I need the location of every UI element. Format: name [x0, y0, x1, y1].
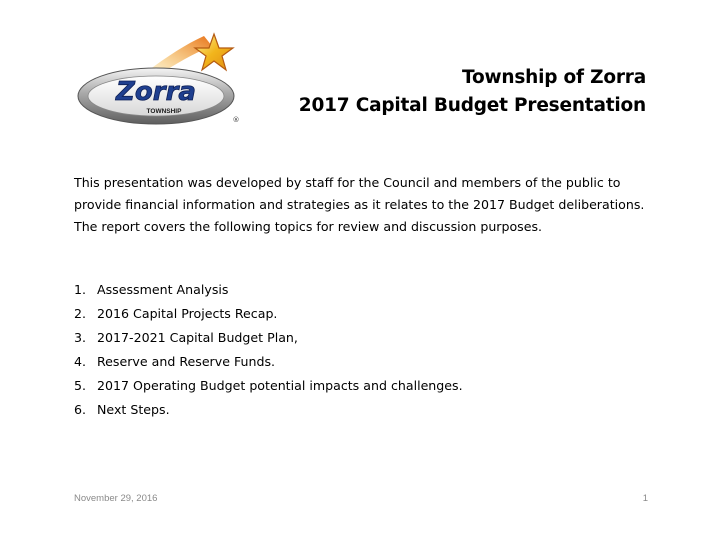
- title-line-2: 2017 Capital Budget Presentation: [298, 95, 646, 116]
- list-number: 4.: [74, 354, 87, 369]
- topics-list: [74, 278, 654, 422]
- list-text: 2017-2021 Capital Budget Plan,: [97, 330, 298, 345]
- logo-subtitle: TOWNSHIP: [146, 108, 182, 115]
- list-item: [74, 302, 654, 326]
- list-text: 2016 Capital Projects Recap.: [97, 306, 278, 321]
- list-number: 3.: [74, 330, 87, 345]
- list-item: [74, 398, 654, 422]
- registered-mark: ®: [232, 116, 240, 124]
- zorra-logo: [76, 30, 248, 126]
- list-item: [74, 374, 654, 398]
- list-number: 5.: [74, 378, 87, 393]
- title-block: [299, 64, 646, 120]
- title-line-1: Township of Zorra: [462, 67, 646, 88]
- list-number: 2.: [74, 306, 87, 321]
- list-text: 2017 Operating Budget potential impacts and challenges.: [97, 378, 463, 393]
- intro-paragraph: This presentation was developed by staff for the Council and members of the public to provide financial information and strategies as it relates to the 2017 Budget deliberations. The report covers the following topics for review and discussion purposes.: [74, 175, 645, 234]
- list-item: [74, 278, 654, 302]
- page-number: 1: [642, 493, 648, 504]
- list-number: 6.: [74, 402, 87, 417]
- list-item: [74, 350, 654, 374]
- list-item: [74, 326, 654, 350]
- logo-wordmark: Zorra: [116, 77, 196, 107]
- list-text: Reserve and Reserve Funds.: [97, 354, 276, 369]
- list-text: Assessment Analysis: [97, 282, 229, 297]
- footer-date: November 29, 2016: [74, 493, 158, 504]
- list-number: 1.: [74, 282, 87, 297]
- list-text: Next Steps.: [97, 402, 170, 417]
